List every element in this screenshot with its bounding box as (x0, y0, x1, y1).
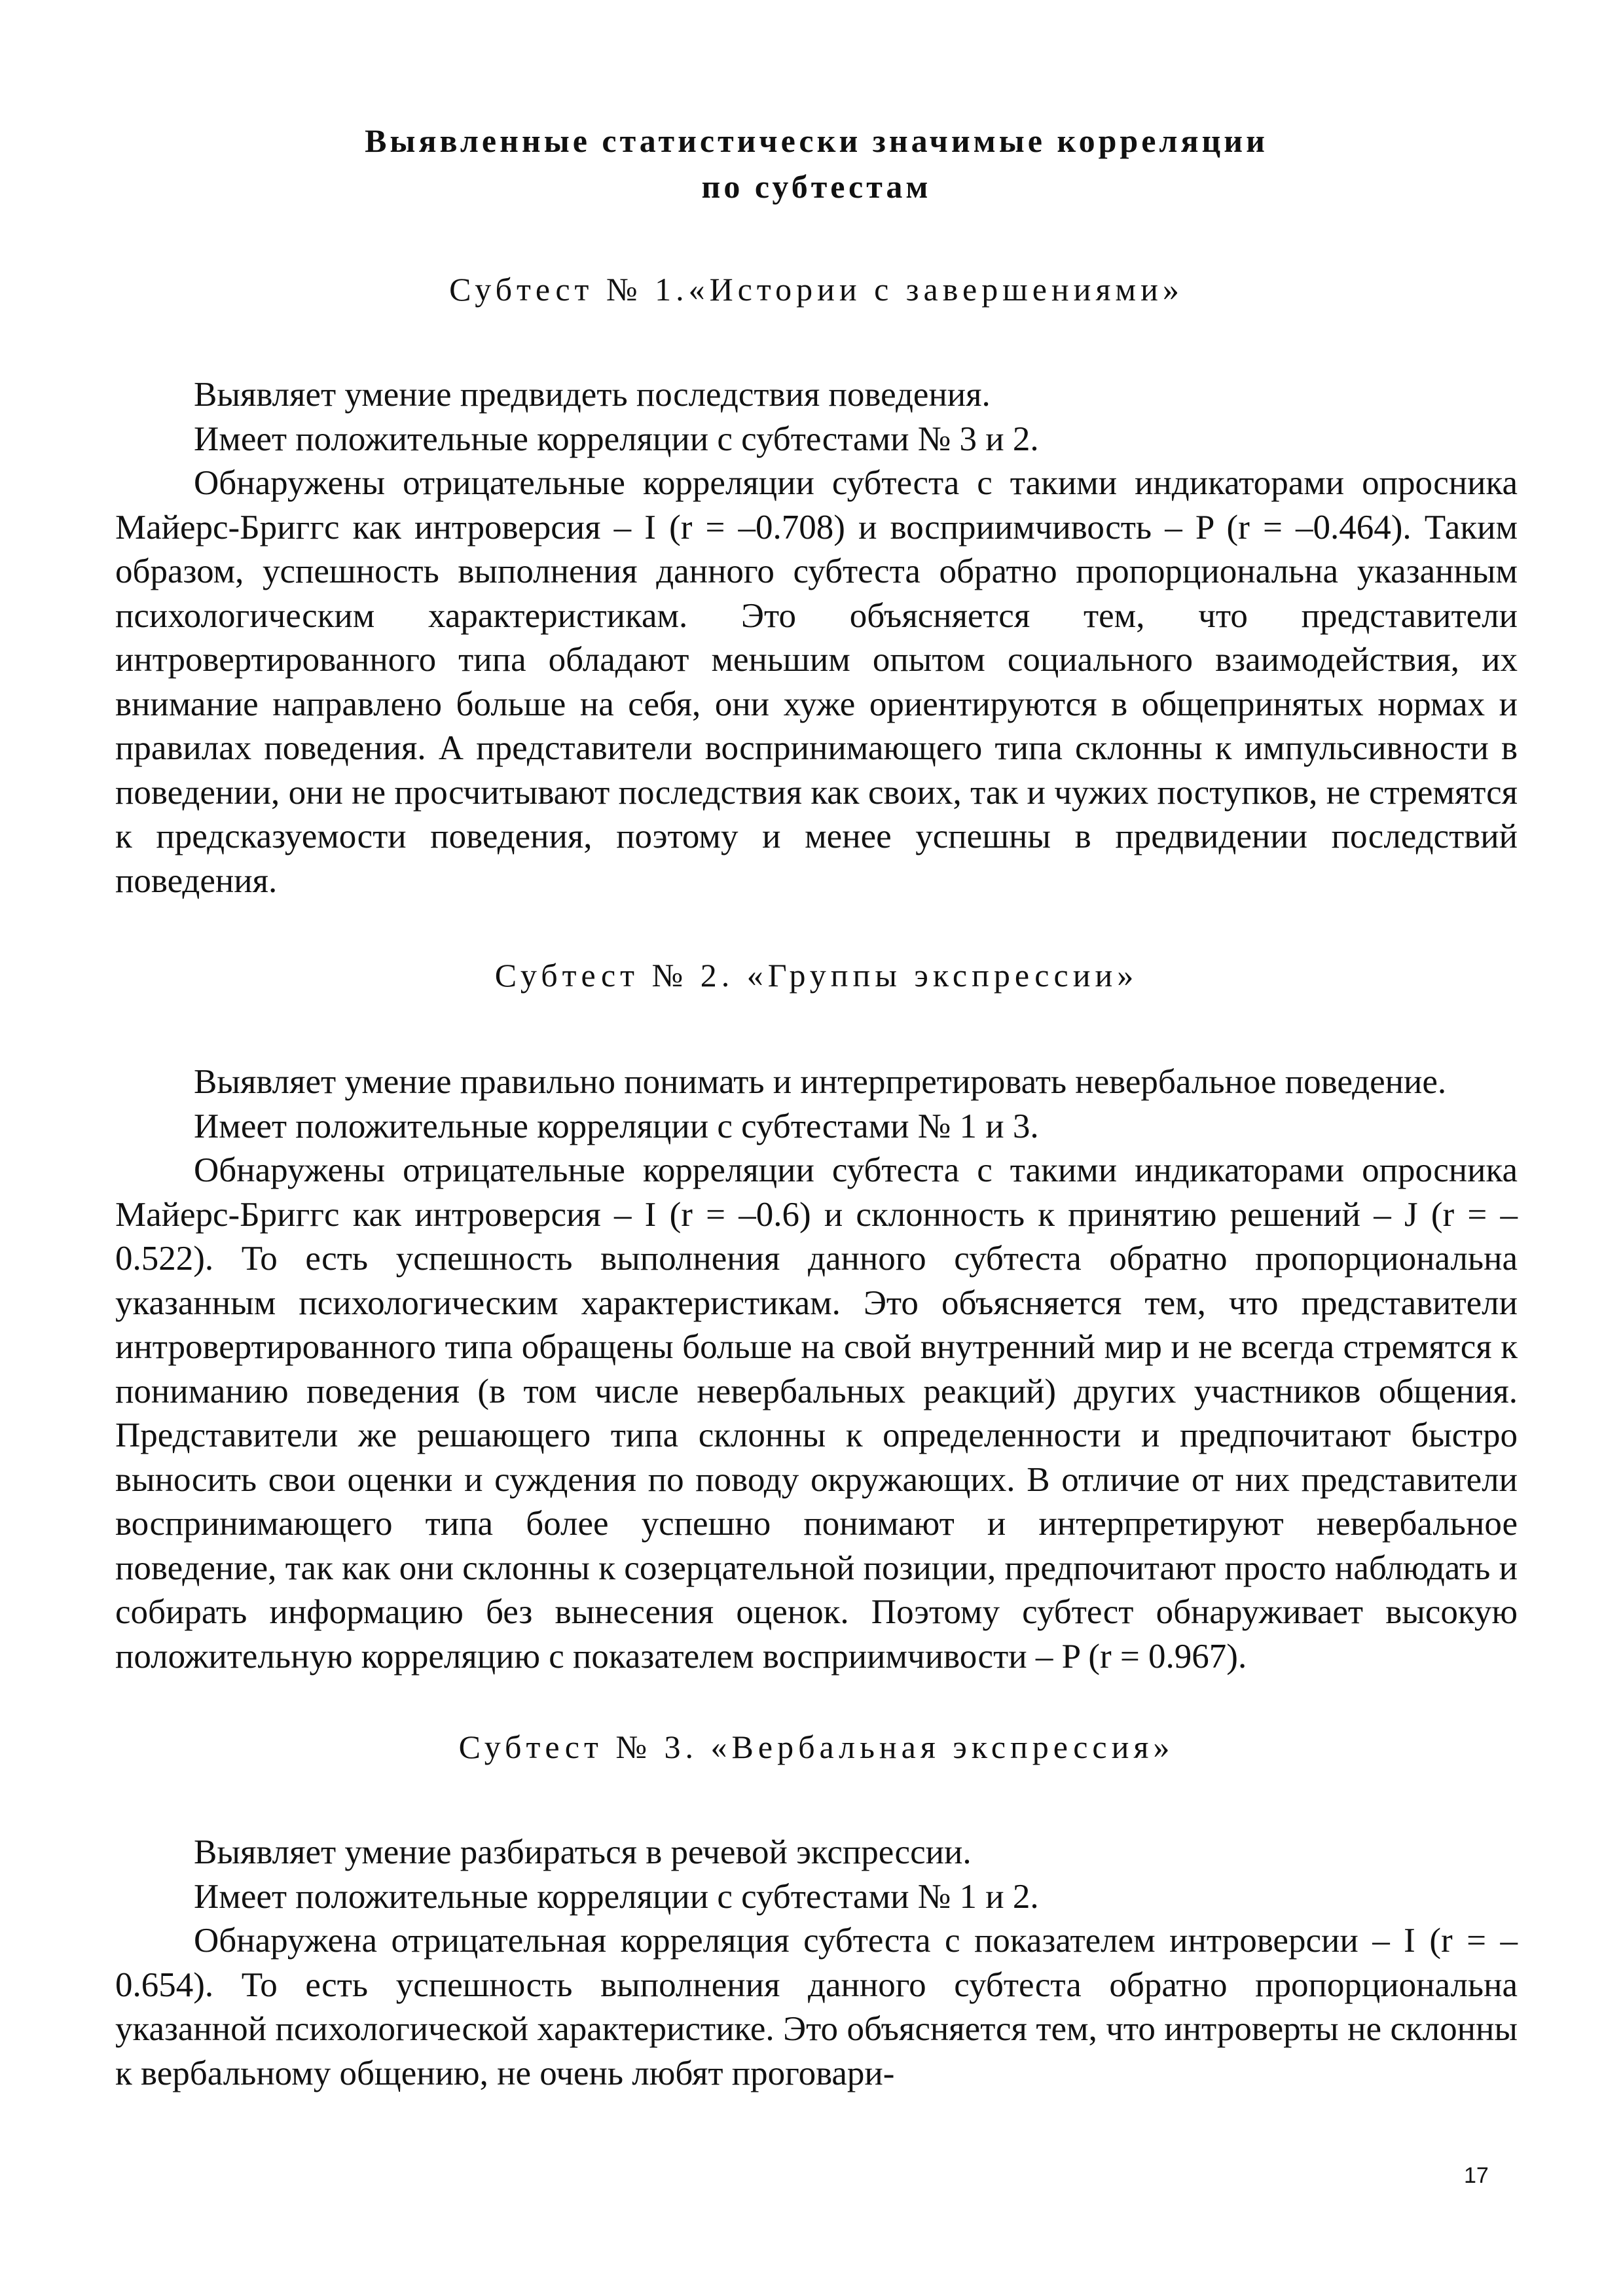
subtest-2-section (115, 956, 1518, 1679)
subtest-1-paragraph: Выявляет умение предвидеть последствия поведения. (194, 376, 991, 414)
subtest-1-heading: Субтест № 1.«Истории с завершениями» (449, 271, 1184, 308)
subtest-1-section (115, 270, 1518, 903)
subtest-2-paragraph: Имеет положительные корреляции с субтестами № 1 и 3. (194, 1107, 1039, 1145)
subtest-3-paragraph: Выявляет умение разбираться в речевой экспрессии. (194, 1833, 972, 1871)
subtest-3-section (115, 1727, 1518, 2096)
subtest-2-paragraph: Выявляет умение правильно понимать и интерпретировать невербальное поведение. (194, 1063, 1447, 1101)
page-title-line-2: по субтестам (701, 168, 932, 205)
subtest-3-paragraph: Обнаружена отрицательная корреляция субтеста с показателем интроверсии – I (r = –0.654). То есть успешность выполнения данного субтеста обратно пропорциональна указанной психологической характеристике. Это объясняется тем, что интроверты не склонны к вербальному общению, не очень любят проговари- (115, 1922, 1518, 2092)
subtest-1-paragraph: Обнаружены отрицательные корреляции субтеста с такими индикаторами опросника Майерс-Бриггс как интроверсия – I (r = –0.708) и восприимчивость – P (r = –0.464). Таким образом, успешность выполнения данного субтеста обратно пропорциональна указанным психологическим характеристикам. Это объясняется тем, что представители интровертированного типа обладают меньшим опытом социального взаимодействия, их внимание направлено больше на себя, они хуже ориентируются в общепринятых нормах и правилах поведения. А представители воспринимающего типа склонны к импульсивности в поведении, они не просчитывают последствия как своих, так и чужих поступков, не стремятся к предсказуемости поведения, поэтому и менее успешны в предвидении последствий поведения. (115, 464, 1518, 900)
subtest-2-paragraph: Обнаружены отрицательные корреляции субтеста с такими индикаторами опросника Майерс-Бриггс как интроверсия – I (r = –0.6) и склонность к принятию решений – J (r = –0.522). То есть успешность выполнения данного субтеста обратно пропорциональна указанным психологическим характеристикам. Это объясняется тем, что представители интровертированного типа обращены больше на свой внутренний мир и не всегда стремятся к пониманию поведения (в том числе невербальных реакций) других участников общения. Представители же решающего типа склонны к определенности и предпочитают быстро выносить свои оценки и суждения по поводу окружающих. В отличие от них представители воспринимающего типа более успешно понимают и интерпретируют невербальное поведение, так как они склонны к созерцательной позиции, предпочитают просто наблюдать и собирать информацию без вынесения оценок. Поэтому субтест обнаруживает высокую положительную корреляцию с показателем восприимчивости – P (r = 0.967). (115, 1151, 1518, 1676)
subtest-1-body (115, 373, 1518, 903)
page-title (115, 118, 1518, 209)
subtest-1-paragraph: Имеет положительные корреляции с субтестами № 3 и 2. (194, 420, 1039, 458)
subtest-3-body (115, 1831, 1518, 2096)
document-page (115, 118, 1518, 2096)
subtest-3-heading: Субтест № 3. «Вербальная экспрессия» (458, 1729, 1175, 1765)
subtest-2-body (115, 1060, 1518, 1679)
page-number: 17 (1464, 2163, 1489, 2188)
page-title-line-1: Выявленные статистически значимые корреляции (365, 122, 1268, 159)
subtest-2-heading: Субтест № 2. «Группы экспрессии» (494, 957, 1139, 994)
subtest-3-paragraph: Имеет положительные корреляции с субтестами № 1 и 2. (194, 1877, 1039, 1916)
